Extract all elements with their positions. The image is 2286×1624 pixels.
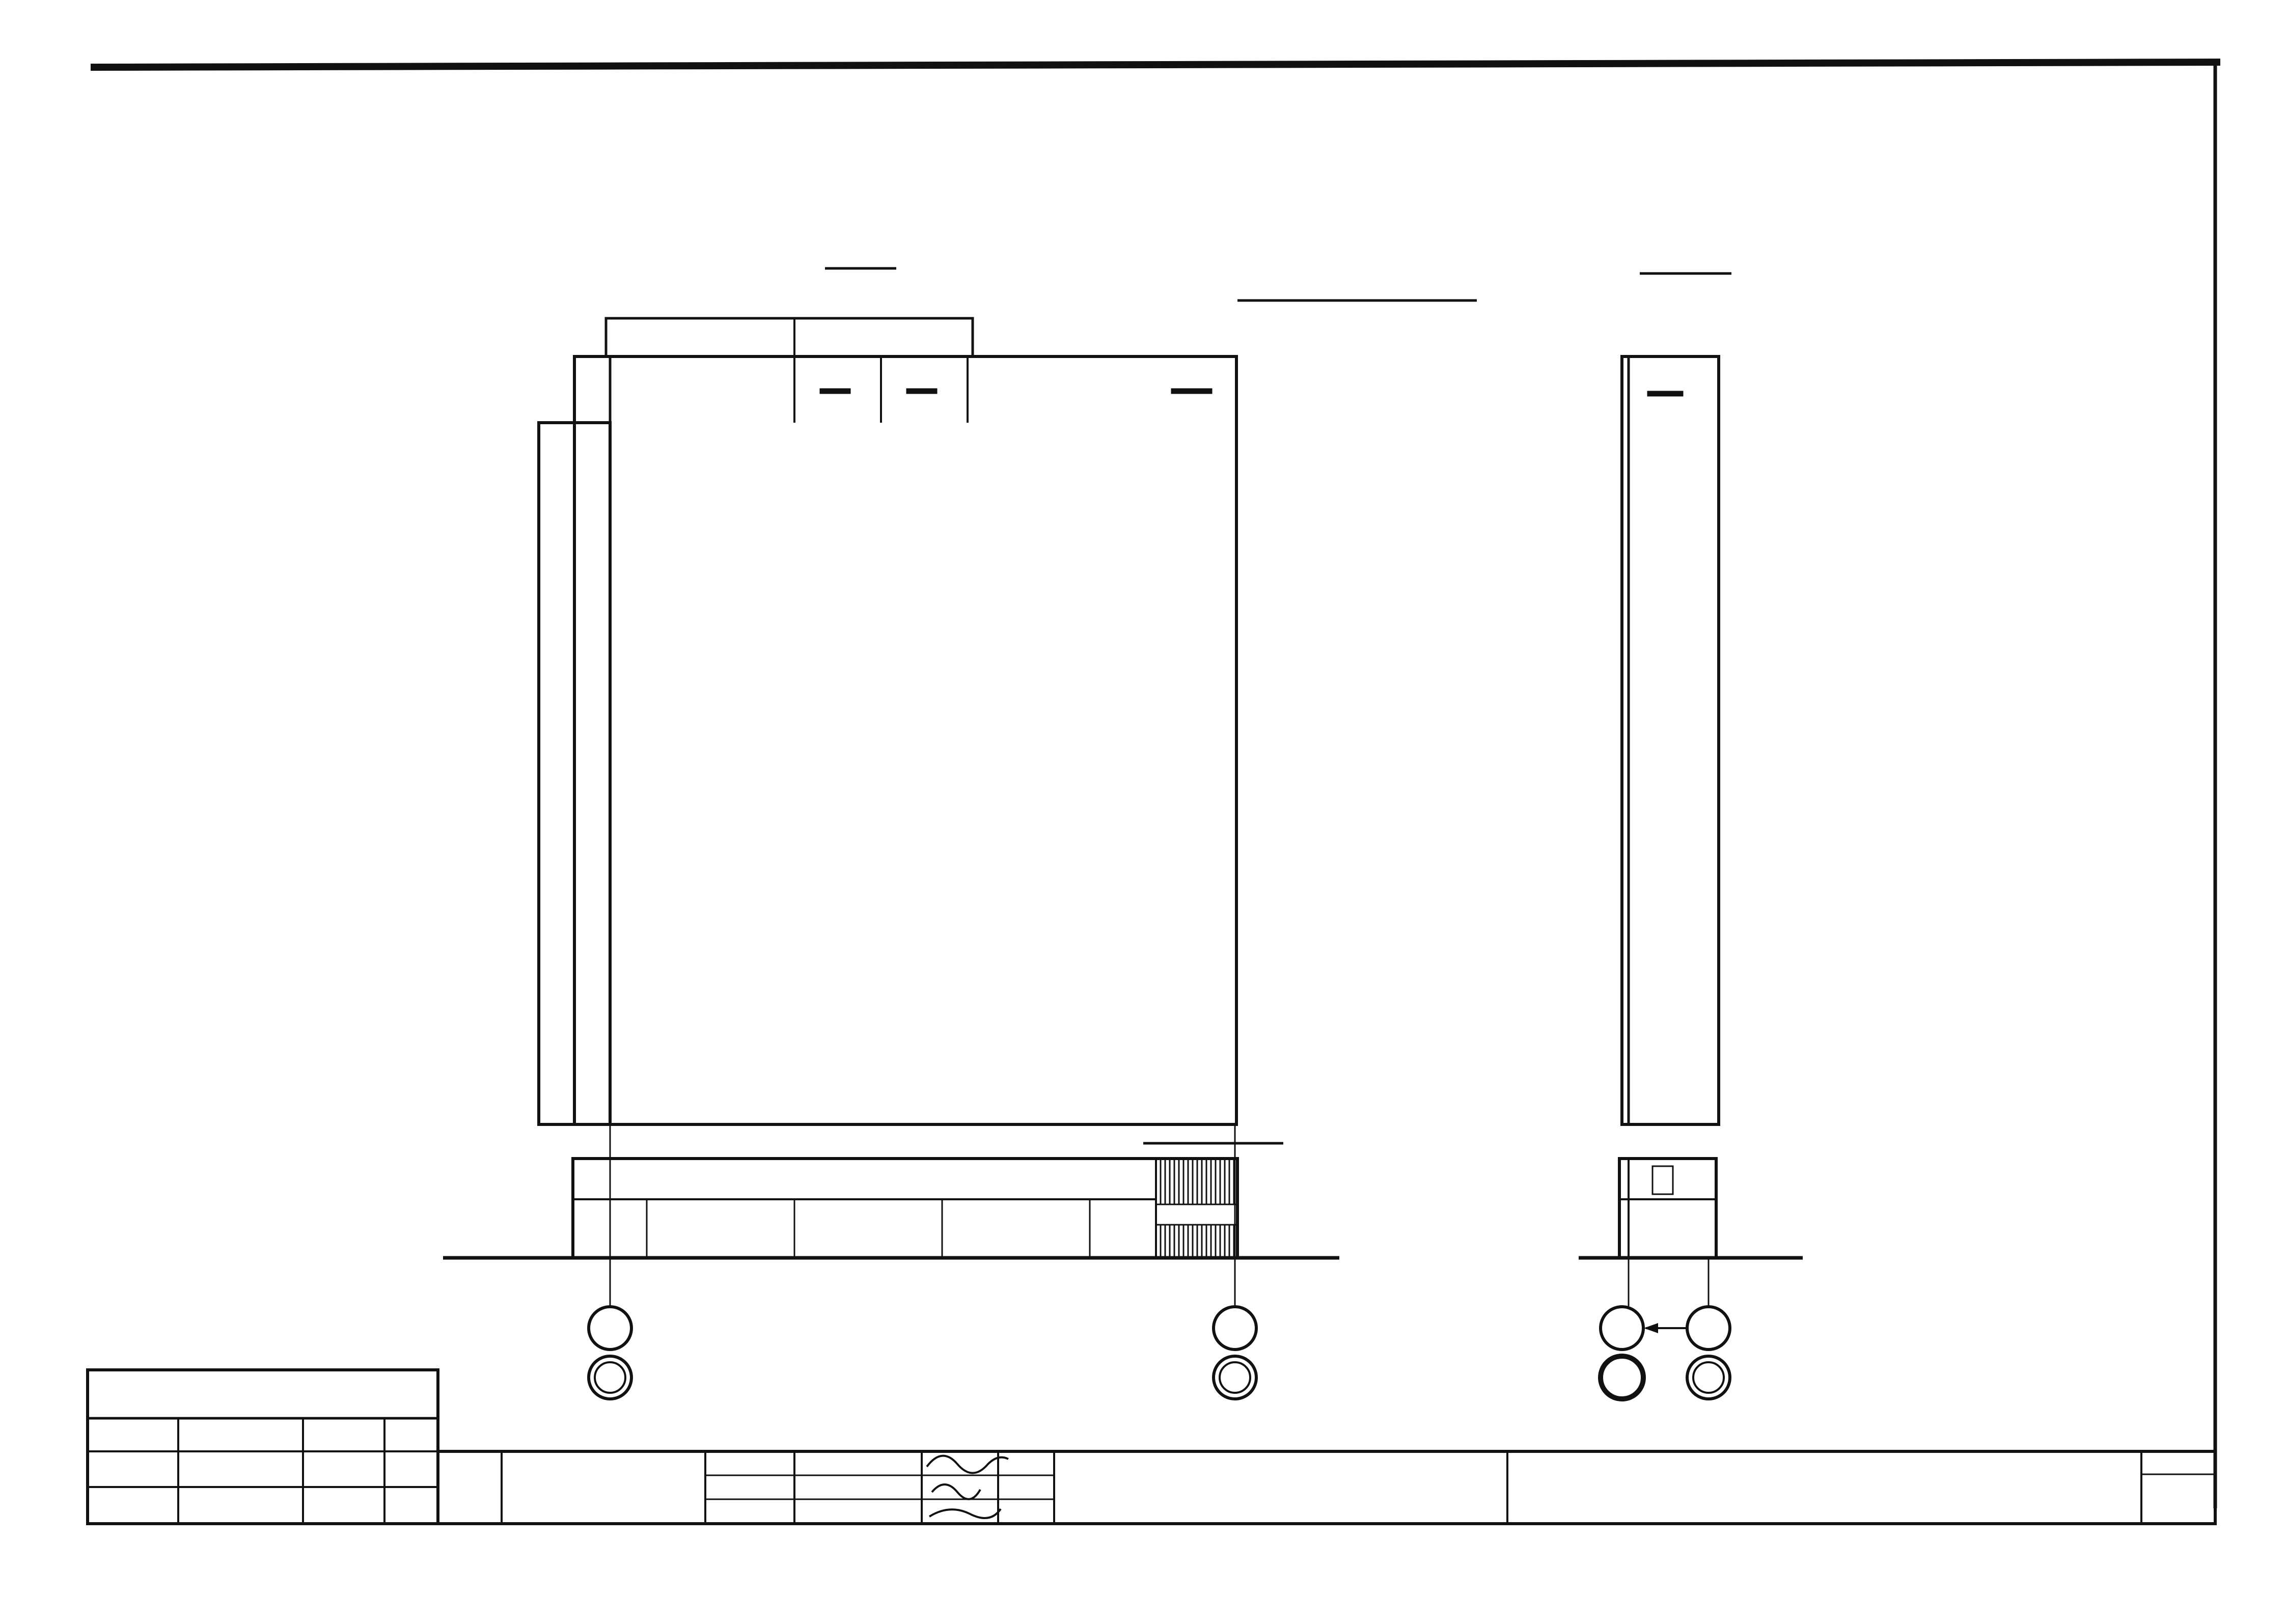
- left-building-elevation: [539, 318, 1236, 1124]
- title-block-text: [927, 1456, 1008, 1518]
- title-block: [88, 1370, 2215, 1524]
- axis-gc: [1601, 1307, 1643, 1399]
- axis-7c: [1214, 1307, 1256, 1399]
- signatures: [927, 1456, 1008, 1518]
- axis-dc: [1687, 1307, 1730, 1399]
- axis-1c: [589, 1307, 631, 1399]
- facade-left: [539, 268, 1477, 1124]
- right-building-elevation: [1622, 356, 1719, 1124]
- sheet-frame: [88, 62, 2220, 1524]
- facade-right: [1622, 273, 1731, 1124]
- variant2-fragment: [443, 1143, 1803, 1258]
